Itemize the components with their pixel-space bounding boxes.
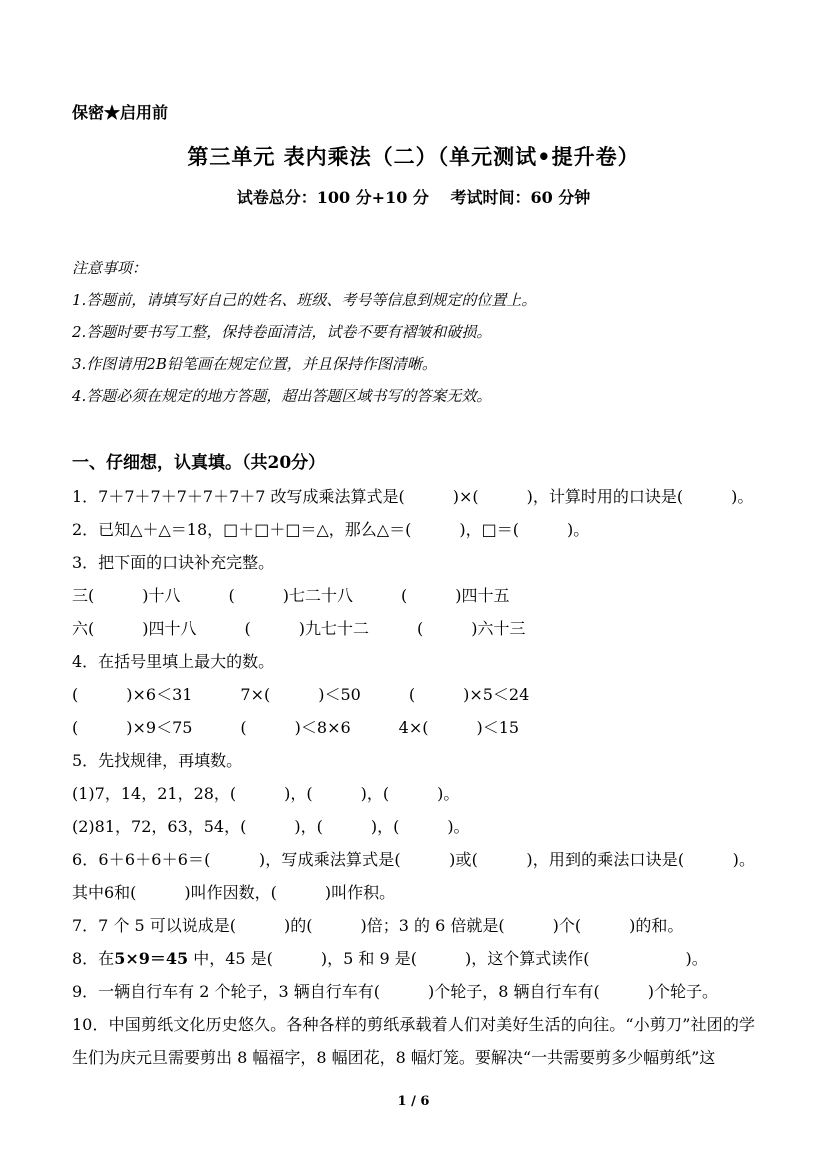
notice-item: 2.答题时要书写工整，保持卷面清洁，试卷不要有褶皱和破损。: [72, 323, 492, 341]
question-4-row-2: ( )×9＜75 ( )＜8×6 4×( )＜15: [72, 718, 520, 737]
notice-item: 1.答题前，请填写好自己的姓名、班级、考号等信息到规定的位置上。: [72, 291, 537, 309]
notice-item: 4.答题必须在规定的地方答题，超出答题区域书写的答案无效。: [72, 387, 492, 405]
question-5-sub-2: (2)81，72，63，54，( )，( )，( )。: [72, 817, 470, 836]
section-one-heading: 一、仔细想，认真填。（共20分）: [72, 453, 326, 473]
question-2: 2．已知△＋△＝18，□＋□＋□＝△，那么△＝( )，□＝( )。: [72, 520, 590, 539]
notice-heading: 注意事项：: [72, 259, 148, 277]
question-5-sub-1: (1)7，14，21，28，( )，( )，( )。: [72, 784, 460, 803]
question-3: 3．把下面的口诀补充完整。: [72, 553, 275, 572]
question-4-row-1: ( )×6＜31 7×( )＜50 ( )×5＜24: [72, 685, 530, 704]
question-3-row-2: 六( )四十八 ( )九七十二 ( )六十三: [72, 619, 526, 638]
question-6: 6．6＋6＋6＋6＝( )，写成乘法算式是( )或( )，用到的乘法口诀是( )。其中6和( )叫作因数，( )叫作积。: [72, 850, 755, 902]
question-10: 10．中国剪纸文化历史悠久。各种各样的剪纸承载着人们对美好生活的向往。“小剪刀”社团的学生们为庆元旦需要剪出 8 幅福字，8 幅团花，8 幅灯笼。要解决“一共需要剪多少幅剪纸”这: [72, 1015, 755, 1067]
notice-item: 3.作图请用2B铅笔画在规定位置，并且保持作图清晰。: [72, 355, 437, 373]
question-1: 1．7＋7＋7＋7＋7＋7＋7 改写成乘法算式是( )×( )，计算时用的口诀是( )。: [72, 487, 754, 506]
question-5: 5．先找规律，再填数。: [72, 751, 243, 770]
question-8-equation: 5×9＝45: [114, 949, 189, 968]
paper-subtitle: 试卷总分：100 分+10 分 考试时间：60 分钟: [236, 188, 591, 207]
question-9: 9．一辆自行车有 2 个轮子，3 辆自行车有( )个轮子，8 辆自行车有( )个轮子。: [72, 982, 719, 1001]
question-3-row-1: 三( )十八 ( )七二十八 ( )四十五: [72, 586, 510, 605]
page-title: 第三单元 表内乘法（二）（单元测试•提升卷）: [187, 144, 640, 169]
question-8-prefix: 8．在: [72, 949, 115, 968]
question-8: [72, 942, 755, 975]
question-8-suffix: 中，45 是( )，5 和 9 是( )，这个算式读作( )。: [188, 949, 708, 968]
question-7: 7．7 个 5 可以说成是( )的( )倍；3 的 6 倍就是( )个( )的和。: [72, 916, 684, 935]
security-label: 保密★启用前: [72, 103, 169, 122]
question-4: 4．在括号里填上最大的数。: [72, 652, 275, 671]
question-list: [72, 480, 755, 1074]
page-number: 1 / 6: [397, 1094, 430, 1109]
notice-block: [72, 252, 755, 412]
